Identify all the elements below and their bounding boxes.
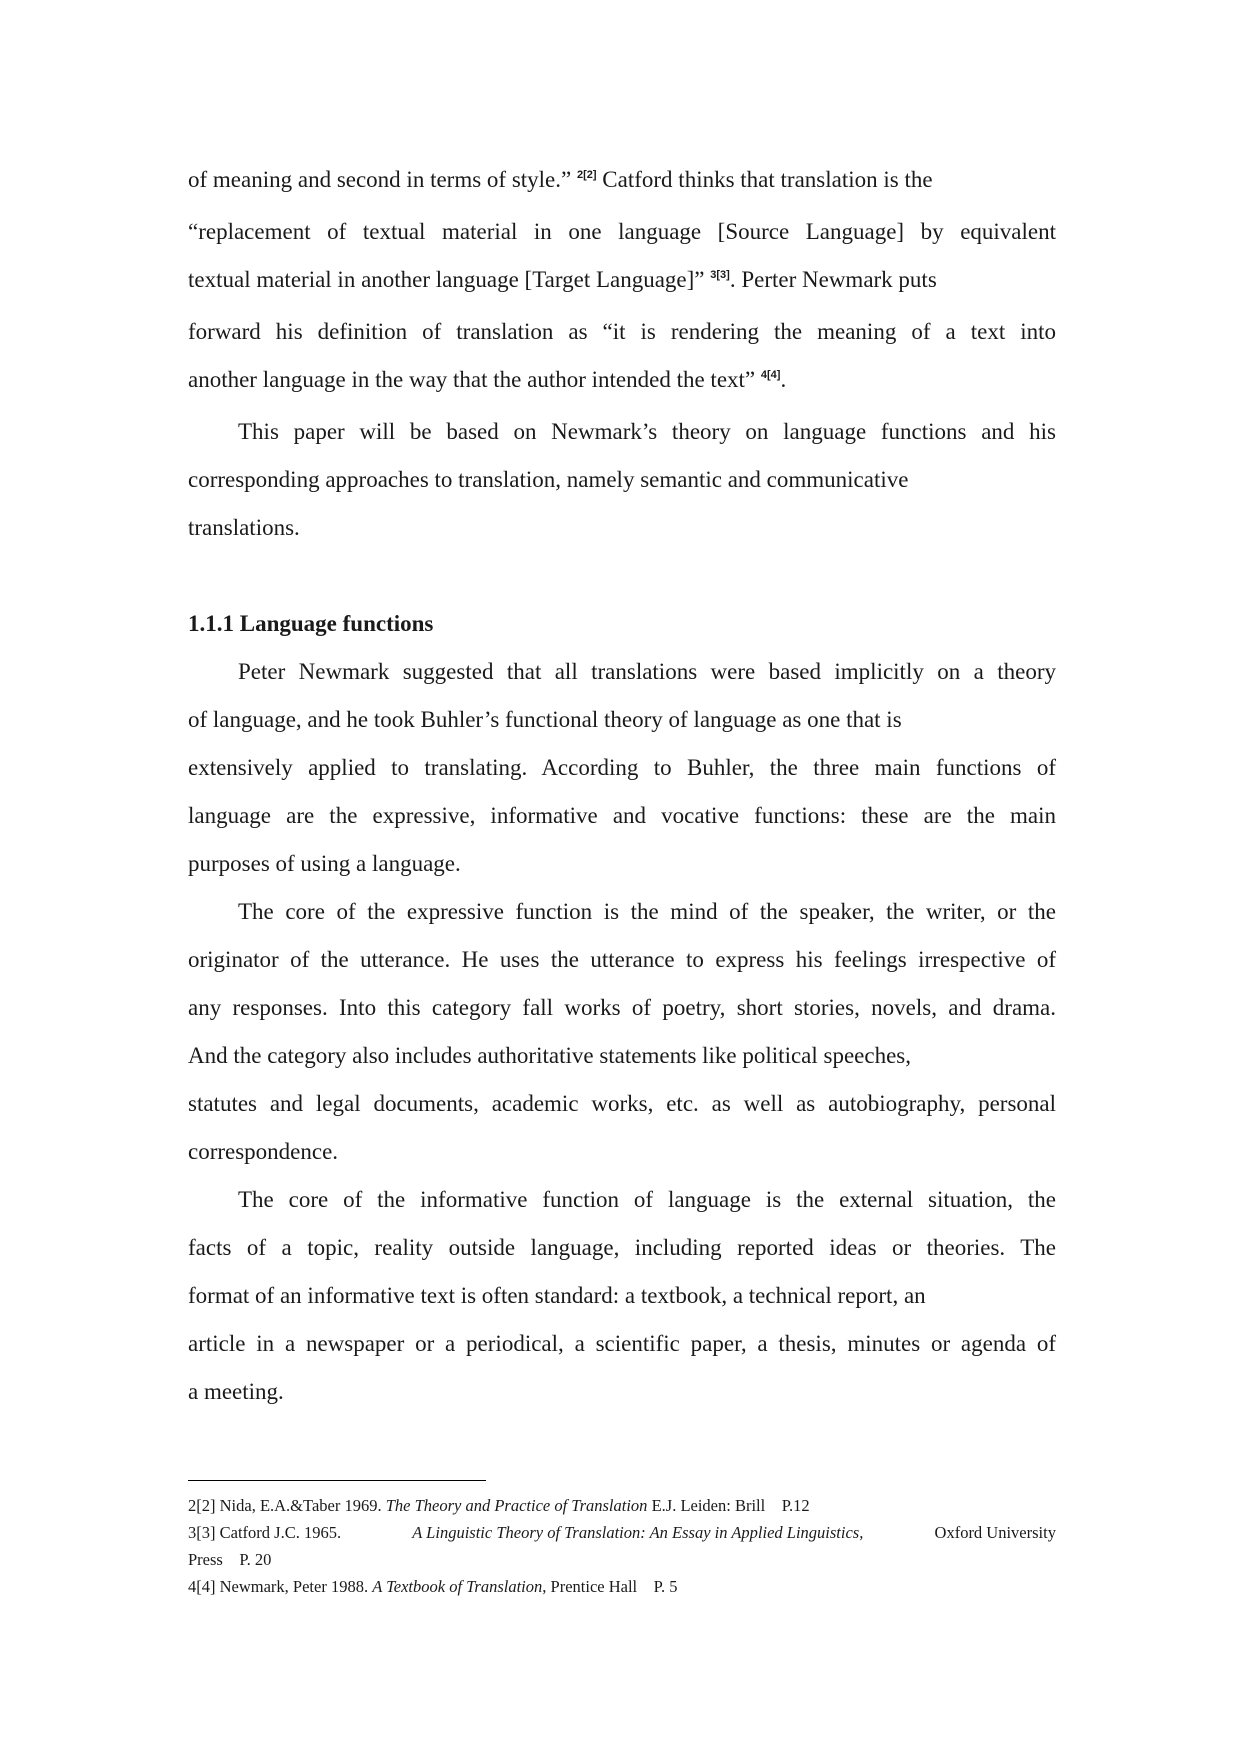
text-span: textual material in another language [Target Language]” — [188, 267, 705, 292]
body-line: corresponding approaches to translation, namely semantic and communicative — [188, 467, 909, 492]
text-span: . — [780, 367, 787, 392]
body-line: The core of the informative function of language is the external situation, the — [238, 1187, 1056, 1212]
body-line: of language, and he took Buhler’s functional theory of language as one that is — [188, 707, 902, 732]
body-line: And the category also includes authoritative statements like political speeches, — [188, 1043, 911, 1068]
footnote-text: 3[3] Catford J.C. 1965. — [188, 1523, 342, 1542]
paragraph-definitions — [188, 156, 1056, 408]
paragraph-informative — [188, 1176, 1056, 1416]
footnote-3 — [188, 1519, 1056, 1546]
footnote-text: E.J. Leiden: Brill P.12 — [651, 1496, 810, 1515]
body-line: translations. — [188, 515, 300, 540]
body-line: Peter Newmark suggested that all translations were based implicitly on a theory — [238, 659, 1056, 684]
text-span: Catford thinks that translation is the — [602, 167, 933, 192]
footnote-ref-3: 3[3] — [710, 269, 730, 281]
footnote-2 — [188, 1492, 1056, 1519]
body-line — [188, 156, 1056, 208]
body-line: statutes and legal documents, academic works, etc. as well as autobiography, personal — [188, 1091, 1056, 1116]
body-line: “replacement of textual material in one language [Source Language] by equivalent — [188, 219, 1056, 244]
body-line — [188, 256, 1056, 308]
body-line: correspondence. — [188, 1139, 339, 1164]
footnotes — [188, 1492, 1056, 1600]
document-body — [188, 156, 1056, 1416]
body-line: The core of the expressive function is the mind of the speaker, the writer, or the — [238, 899, 1056, 924]
footnote-text: , Prentice Hall P. 5 — [542, 1577, 678, 1596]
footnote-title: The Theory and Practice of Translation — [385, 1496, 648, 1515]
body-line: originator of the utterance. He uses the utterance to express his feelings irrespective of — [188, 947, 1056, 972]
footnote-3-continued: Press P. 20 — [188, 1550, 272, 1569]
body-line: facts of a topic, reality outside language, including reported ideas or theories. The — [188, 1235, 1056, 1260]
footnote-ref-4: 4[4] — [760, 369, 781, 381]
body-line: purposes of using a language. — [188, 851, 461, 876]
body-line: article in a newspaper or a periodical, a scientific paper, a thesis, minutes or agenda of — [188, 1331, 1056, 1356]
body-line: This paper will be based on Newmark’s theory on language functions and his — [238, 419, 1056, 444]
body-line — [188, 356, 1056, 408]
body-line: language are the expressive, informative and vocative functions: these are the main — [188, 803, 1056, 828]
paragraph-buhler — [188, 648, 1056, 888]
footnote-title: A Linguistic Theory of Translation: An Essay in Applied Linguistics, — [412, 1523, 864, 1542]
body-line: any responses. Into this category fall works of poetry, short stories, novels, and drama. — [188, 995, 1056, 1020]
section-heading: 1.1.1 Language functions — [188, 611, 434, 636]
text-span: of meaning and second in terms of style.” — [188, 167, 572, 192]
footnote-text: Oxford University — [934, 1523, 1056, 1542]
footnote-title: A Textbook of Translation — [372, 1577, 543, 1596]
paragraph-expressive — [188, 888, 1056, 1176]
text-span: . Perter Newmark puts — [729, 267, 937, 292]
paragraph-scope — [188, 408, 1056, 552]
footnote-4 — [188, 1573, 1056, 1600]
body-line: forward his definition of translation as “it is rendering the meaning of a text into — [188, 319, 1056, 344]
footnote-text: 4[4] Newmark, Peter 1988. — [188, 1577, 369, 1596]
body-line: format of an informative text is often standard: a textbook, a technical report, an — [188, 1283, 926, 1308]
text-span: another language in the way that the author intended the text” — [188, 367, 756, 392]
body-line: extensively applied to translating. According to Buhler, the three main functions of — [188, 755, 1056, 780]
footnote-separator — [188, 1480, 486, 1481]
footnote-ref-2: 2[2] — [576, 169, 597, 181]
body-line: a meeting. — [188, 1379, 284, 1404]
footnote-text: 2[2] Nida, E.A.&Taber 1969. — [188, 1496, 382, 1515]
